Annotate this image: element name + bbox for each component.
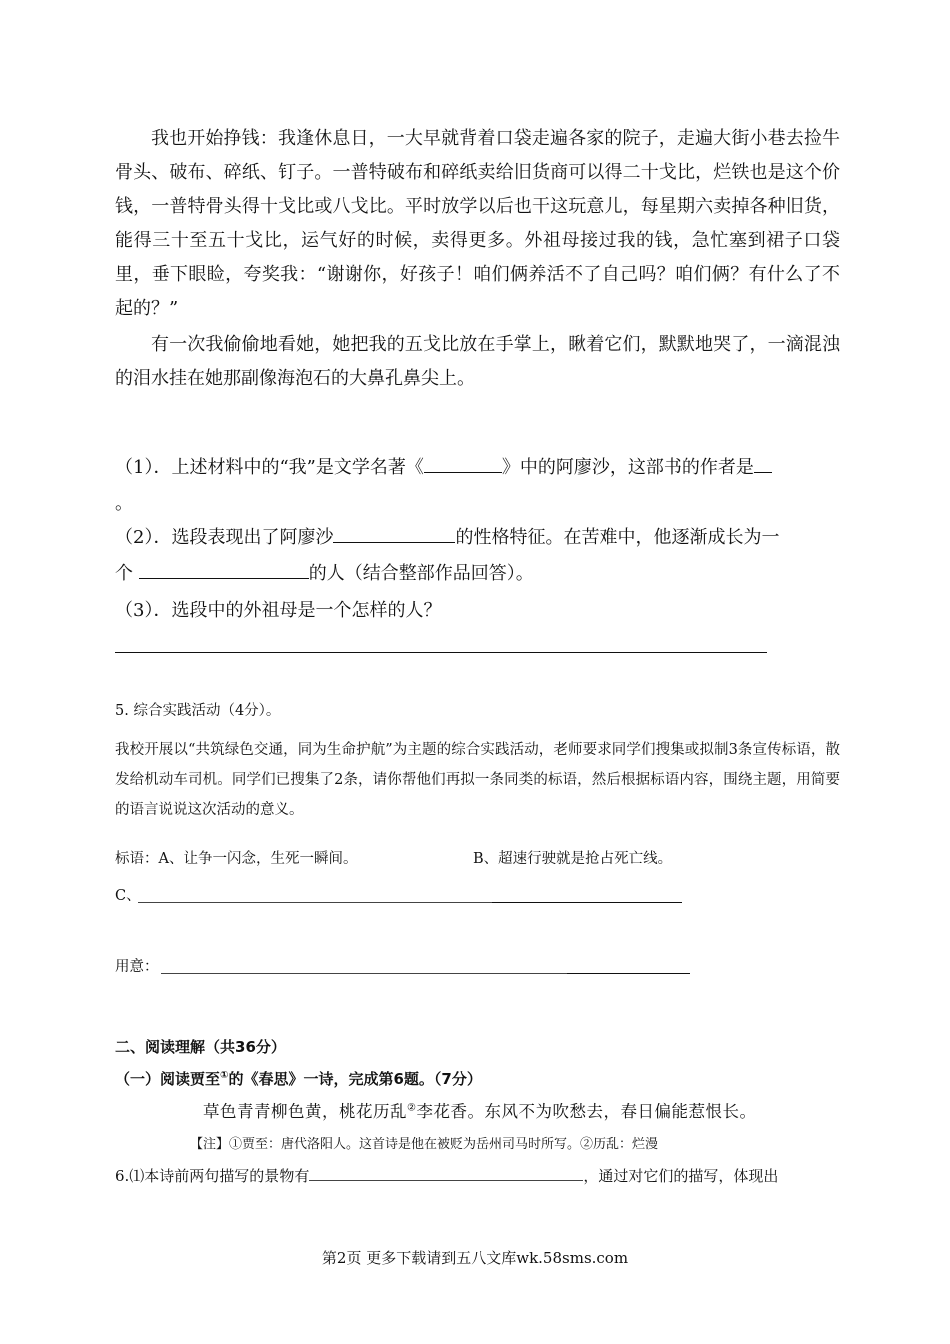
question-2: （2）．选段表现出了阿廖沙 的性格特征。在苦难中，他逐渐成长为一 bbox=[115, 522, 779, 554]
page-footer: 第2页 更多下载请到五八文库wk.58sms.com bbox=[321, 1249, 629, 1267]
slogan-a: 标语：A、让争一闪念，生死一瞬间。 bbox=[115, 851, 358, 867]
slogan-c-line-b[interactable] bbox=[492, 902, 682, 903]
answer-line-q3[interactable] bbox=[115, 652, 767, 653]
author-blank[interactable] bbox=[754, 454, 772, 473]
reading-passage bbox=[115, 122, 840, 396]
question-2-cont: 个 的人（结合整部作品回答）。 bbox=[115, 558, 534, 590]
q6-scenery-blank[interactable] bbox=[309, 1165, 583, 1181]
book-title-blank[interactable] bbox=[424, 454, 502, 473]
slogan-c-line-a[interactable] bbox=[138, 902, 492, 903]
passage-paragraph-2: 有一次我偷偷地看她，她把我的五戈比放在手掌上，瞅着它们，默默地哭了，一滴混浊的泪水挂在她那副像海泡石的大鼻孔鼻尖上。 bbox=[115, 334, 840, 389]
meaning-line-b[interactable] bbox=[567, 973, 690, 974]
meaning-label: 用意： bbox=[115, 959, 159, 975]
practice-instructions: 我校开展以“共筑绿色交通，同为生命护航”为主题的综合实践活动，老师要求同学们搜集或拟制3条宣传标语，散发给机动车司机。同学们已搜集了2条，请你帮他们再拟一条同类的标语，然后根据标语内容，围绕主题，用简要的语言说说这次活动的意义。 bbox=[115, 742, 840, 818]
passage-paragraph-1: 我也开始挣钱：我逢休息日，一大早就背着口袋走遍各家的院子，走遍大街小巷去捡牛骨头、破布、碎纸、钉子。一普特破布和碎纸卖给旧货商可以得二十戈比，烂铁也是这个价钱，一普特骨头得十戈比或八戈比。平时放学以后也干这玩意儿，每星期六卖掉各种旧货，能得三十至五十戈比，运气好的时候，卖得更多。外祖母接过我的钱，急忙塞到裙子口袋里，垂下眼睑，夸奖我：“谢谢你，好孩子！咱们俩养活不了自己吗？咱们俩？有什么了不起的？” bbox=[115, 128, 840, 319]
practice-heading: 5. 综合实践活动（4分）。 bbox=[115, 703, 281, 719]
question-1-end: 。 bbox=[115, 493, 133, 514]
question-1: （1）．上述材料中的“我”是文学名著《 》中的阿廖沙，这部书的作者是 bbox=[115, 452, 772, 484]
question-6: 6.⑴本诗前两句描写的景物有 ，通过对它们的描写，体现出 bbox=[115, 1167, 779, 1185]
poem-text: 草色青青柳色黄，桃花历乱②李花香。东风不为吹愁去，春日偏能惹恨长。 bbox=[203, 1102, 757, 1121]
meaning-line-a[interactable] bbox=[161, 973, 567, 974]
section-2-heading: 二、阅读理解（共36分） bbox=[115, 1038, 286, 1056]
poem-note: 【注】①贾至：唐代洛阳人。这首诗是他在被贬为岳州司马时所写。②历乱：烂漫 bbox=[190, 1137, 659, 1152]
growth-blank[interactable] bbox=[139, 560, 309, 579]
slogan-b: B、超速行驶就是抢占死亡线。 bbox=[473, 851, 673, 867]
question-3: （3）．选段中的外祖母是一个怎样的人？ bbox=[115, 600, 442, 621]
trait-blank[interactable] bbox=[333, 524, 455, 543]
poem-subsection-heading: （一）阅读贾至①的《春思》一诗，完成第6题。（7分） bbox=[115, 1070, 482, 1088]
slogan-c-label: C、 bbox=[115, 888, 141, 904]
